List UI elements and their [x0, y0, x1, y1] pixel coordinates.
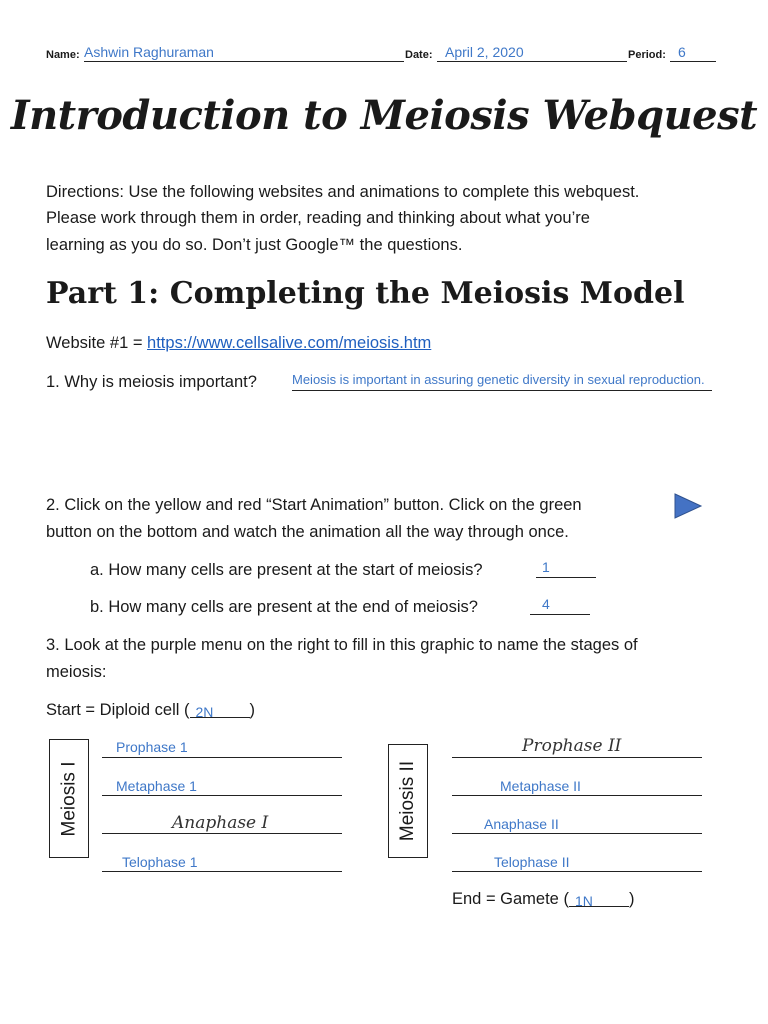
start-line: [46, 697, 255, 724]
m2-stage-4: Telophase II: [494, 854, 570, 870]
q2a-answer: 1: [542, 559, 550, 575]
period-field[interactable]: [670, 44, 716, 62]
q2-line-1: 2. Click on the yellow and red “Start Animation” button. Click on the green: [46, 496, 582, 514]
q1-answer: Meiosis is important in assuring genetic diversity in sexual reproduction.: [292, 372, 705, 387]
q2a-answer-line[interactable]: [536, 559, 596, 578]
meiosis-2-label: Meiosis II: [397, 760, 418, 842]
directions-line-3: learning as you do so. Don’t just Google™ the questions.: [46, 236, 463, 254]
name-field[interactable]: [84, 44, 404, 62]
m2-stage-1: Prophase II: [522, 736, 622, 756]
play-icon: [673, 492, 703, 520]
website-link[interactable]: https://www.cellsalive.com/meiosis.htm: [147, 334, 432, 352]
meiosis-1-label: Meiosis I: [58, 761, 79, 836]
name-label: Name:: [46, 49, 80, 61]
directions-line-2: Please work through them in order, reading and thinking about what you’re: [46, 209, 590, 227]
period-label: Period:: [628, 49, 666, 61]
page-title: Introduction to Meiosis Webquest: [10, 92, 758, 139]
start-field[interactable]: [190, 699, 250, 718]
end-value: 1N: [574, 893, 593, 909]
part1-title: Part 1: Completing the Meiosis Model: [46, 276, 685, 311]
m1-stage-4: Telophase 1: [122, 854, 198, 870]
period-value: 6: [678, 44, 686, 60]
q2b-answer: 4: [542, 596, 550, 612]
date-field[interactable]: [437, 44, 627, 62]
q2b-question: b. How many cells are present at the end of meiosis?: [90, 598, 478, 616]
q2b-answer-line[interactable]: [530, 596, 590, 615]
start-value: 2N: [195, 704, 214, 720]
website-label: Website #1 =: [46, 334, 148, 352]
q3-line-1: 3. Look at the purple menu on the right to fill in this graphic to name the stages of: [46, 636, 638, 654]
date-value: April 2, 2020: [445, 44, 524, 60]
m2-stage-3: Anaphase II: [484, 816, 559, 832]
m2-stage-4-line[interactable]: [452, 851, 702, 872]
m1-stage-3: Anaphase I: [172, 813, 269, 833]
start-suffix: ): [249, 701, 256, 719]
start-prefix: Start = Diploid cell (: [46, 701, 190, 719]
m2-stage-2: Metaphase II: [500, 778, 581, 794]
end-prefix: End = Gamete (: [452, 890, 569, 908]
q3-line-2: meiosis:: [46, 663, 107, 681]
date-label: Date:: [405, 49, 433, 61]
meiosis-1-box: [49, 739, 89, 858]
name-value: Ashwin Raghuraman: [84, 44, 214, 60]
end-field[interactable]: [569, 888, 629, 907]
end-suffix: ): [628, 890, 635, 908]
q2a-question: a. How many cells are present at the start of meiosis?: [90, 561, 483, 579]
q2-line-2: button on the bottom and watch the animation all the way through once.: [46, 523, 569, 541]
end-line: [452, 886, 634, 913]
website-line: [46, 330, 431, 357]
q1-question: 1. Why is meiosis important?: [46, 373, 257, 391]
m1-stage-1: Prophase 1: [116, 739, 188, 755]
directions-line-1: Directions: Use the following websites and animations to complete this webquest.: [46, 183, 640, 201]
meiosis-2-box: [388, 744, 428, 858]
m1-stage-2: Metaphase 1: [116, 778, 197, 794]
